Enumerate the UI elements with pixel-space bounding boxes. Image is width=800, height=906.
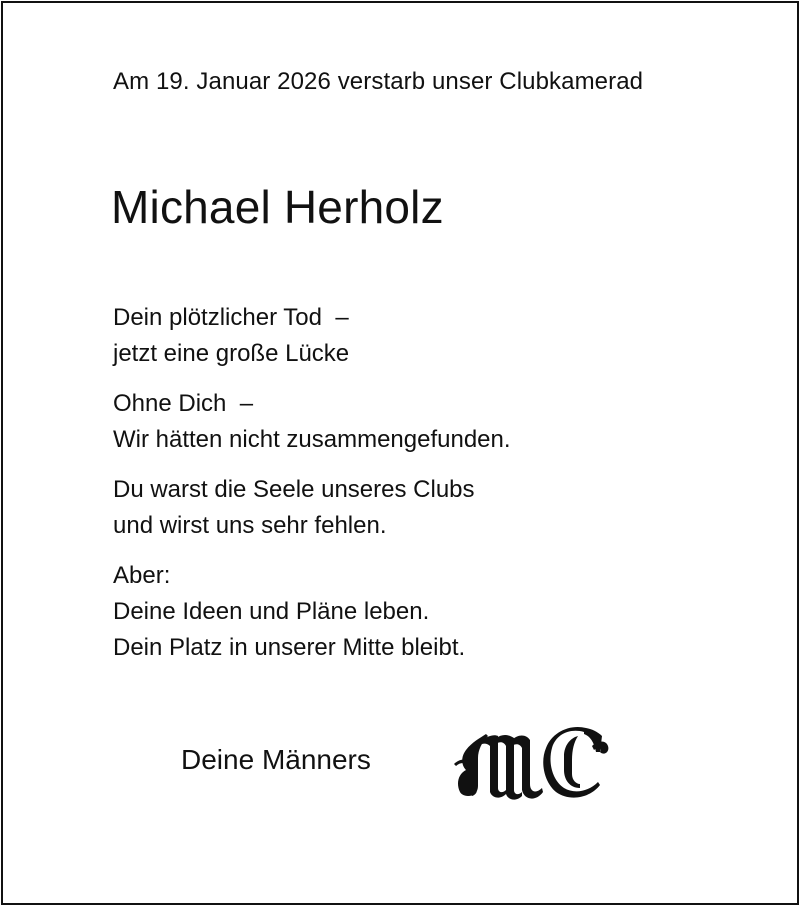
signature: Deine Männers: [181, 744, 371, 775]
poem-stanza-3: [113, 472, 511, 544]
poem-stanza-2: [113, 386, 511, 458]
poem-line: Dein Platz in unserer Mitte bleibt.: [113, 634, 466, 661]
poem-line: jetzt eine große Lücke: [113, 340, 350, 367]
poem-stanza-4: [113, 558, 511, 666]
poem-line: Deine Ideen und Pläne leben.: [113, 598, 430, 625]
deceased-name: Michael Herholz: [111, 181, 444, 233]
poem-line: Wir hätten nicht zusammengefunden.: [113, 426, 511, 453]
poem-line: Dein plötzlicher Tod –: [113, 304, 349, 331]
poem-line: Aber:: [113, 562, 171, 589]
poem-stanza-1: [113, 300, 511, 372]
poem-line: Ohne Dich –: [113, 390, 254, 417]
club-logo: [452, 722, 612, 804]
intro-text: Am 19. Januar 2026 verstarb unser Clubkamerad: [113, 68, 644, 95]
poem: [113, 300, 511, 680]
poem-line: Du warst die Seele unseres Clubs: [113, 476, 475, 503]
poem-line: und wirst uns sehr fehlen.: [113, 512, 387, 539]
